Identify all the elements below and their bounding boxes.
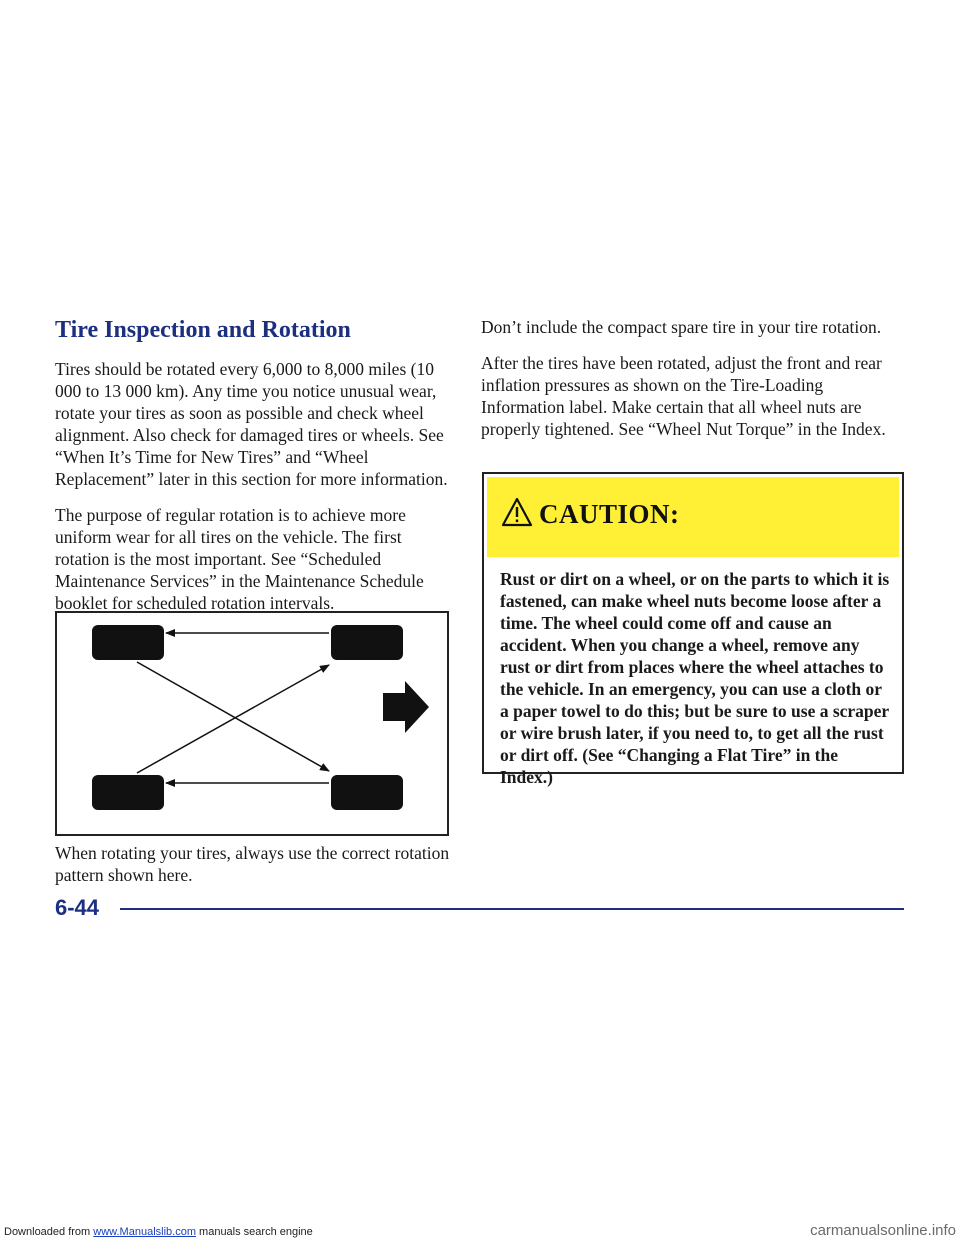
footer-prefix: Downloaded from (4, 1226, 94, 1238)
paragraph-rotation-pattern: When rotating your tires, always use the correct rotation pattern shown here. (55, 843, 450, 885)
arrow-front-left-to-rear-right (137, 662, 329, 771)
left-column (55, 316, 450, 628)
watermark: carmanualsonline.info (810, 1222, 956, 1239)
section-heading: Tire Inspection and Rotation (55, 317, 351, 343)
download-footer (4, 1226, 313, 1238)
page-rule-divider (120, 908, 904, 910)
tire-rear-right (331, 775, 403, 810)
paragraph-inflation: After the tires have been rotated, adjust the front and rear inflation pressures as shown on the Tire-Loading Information label. Make certain that all wheel nuts are properly tightened. See “Wheel Nut Torque” in the Index. (481, 353, 886, 439)
caution-box (482, 472, 904, 787)
caution-title: CAUTION: (539, 499, 680, 529)
manualslib-link[interactable]: www.Manualslib.com (93, 1226, 196, 1238)
paragraph-rotation-purpose: The purpose of regular rotation is to achieve more uniform wear for all tires on the vehicle. The first rotation is the most important. See “Scheduled Maintenance Services” in the Maintenance Schedule booklet for scheduled rotation intervals. (55, 505, 424, 613)
tire-front-left (92, 625, 164, 660)
footer-suffix: manuals search engine (195, 1226, 313, 1238)
tire-front-right (331, 625, 403, 660)
caution-text: Rust or dirt on a wheel, or on the parts to which it is fastened, can make wheel nuts become loose after a time. The wheel could come off and cause an accident. When you change a wheel, remove any rust or dirt from places where the wheel attaches to the vehicle. In an emergency, you can use a cloth or a paper towel to do this; but be sure to use a scraper or wire brush later, if you need to, to get all the rust or dirt off. (See “Changing a Flat Tire” in the Index.) (500, 569, 890, 787)
tire-rotation-diagram (55, 611, 449, 836)
front-direction-arrow-icon (383, 681, 429, 733)
warning-triangle-icon (501, 497, 533, 527)
paragraph-spare-tire: Don’t include the compact spare tire in your tire rotation. (481, 317, 882, 337)
right-column (481, 316, 906, 454)
page-number: 6-44 (55, 895, 100, 920)
caution-header (487, 477, 899, 557)
paragraph-rotation-interval: Tires should be rotated every 6,000 to 8,000 miles (10 000 to 13 000 km). Any time you notice unusual wear, rotate your tires as soon as possible and check wheel alignment. Also check for damaged tires or wheels. See “When It’s Time for New Tires” and “Wheel Replacement” later in this section for more information. (55, 359, 448, 489)
tire-rear-left (92, 775, 164, 810)
rotation-pattern-graphic (57, 613, 447, 834)
arrow-rear-left-to-front-right (137, 665, 329, 773)
